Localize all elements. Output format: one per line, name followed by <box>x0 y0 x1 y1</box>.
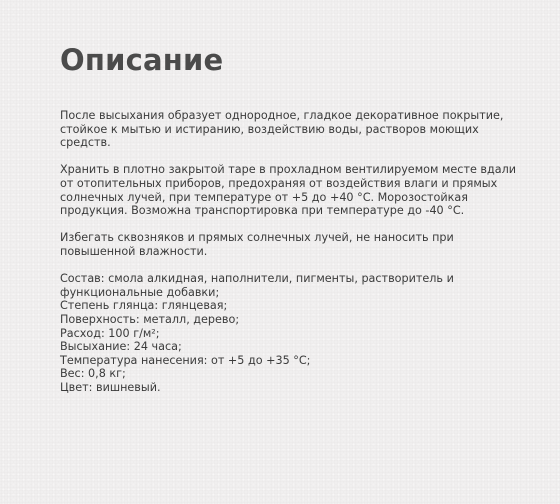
description-body <box>60 109 530 394</box>
spec-composition: Состав: смола алкидная, наполнители, пигменты, растворитель и функциональные добавки; <box>60 272 454 299</box>
spec-list <box>60 272 530 394</box>
spec-surface: Поверхность: металл, дерево; <box>60 312 240 326</box>
page-title: Описание <box>60 43 224 77</box>
paragraph-surface: После высыхания образует однородное, гладкое декоративное покрытие, стойкое к мытью и истиранию, воздействию воды, растворов моющих средств. <box>60 109 504 150</box>
spec-consumption: Расход: 100 г/м²; <box>60 326 160 340</box>
spec-drying: Высыхание: 24 часа; <box>60 340 182 354</box>
spec-color: Цвет: вишневый. <box>60 380 161 394</box>
paragraph-application-warning: Избегать сквозняков и прямых солнечных лучей, не наносить при повышенной влажности. <box>60 231 454 258</box>
spec-application-temperature: Температура нанесения: от +5 до +35 °С; <box>60 353 311 367</box>
paragraph-storage: Хранить в плотно закрытой таре в прохладном вентилируемом месте вдали от отопительных приборов, предохраняя от воздействия влаги и прямых солнечных лучей, при температуре от +5 до +40 °С. Морозостойкая продукция. Возможна транспортировка при температуре до -40 °С. <box>60 163 517 218</box>
spec-gloss: Степень глянца: глянцевая; <box>60 299 228 313</box>
spec-weight: Вес: 0,8 кг; <box>60 367 126 381</box>
description-section <box>60 40 530 394</box>
